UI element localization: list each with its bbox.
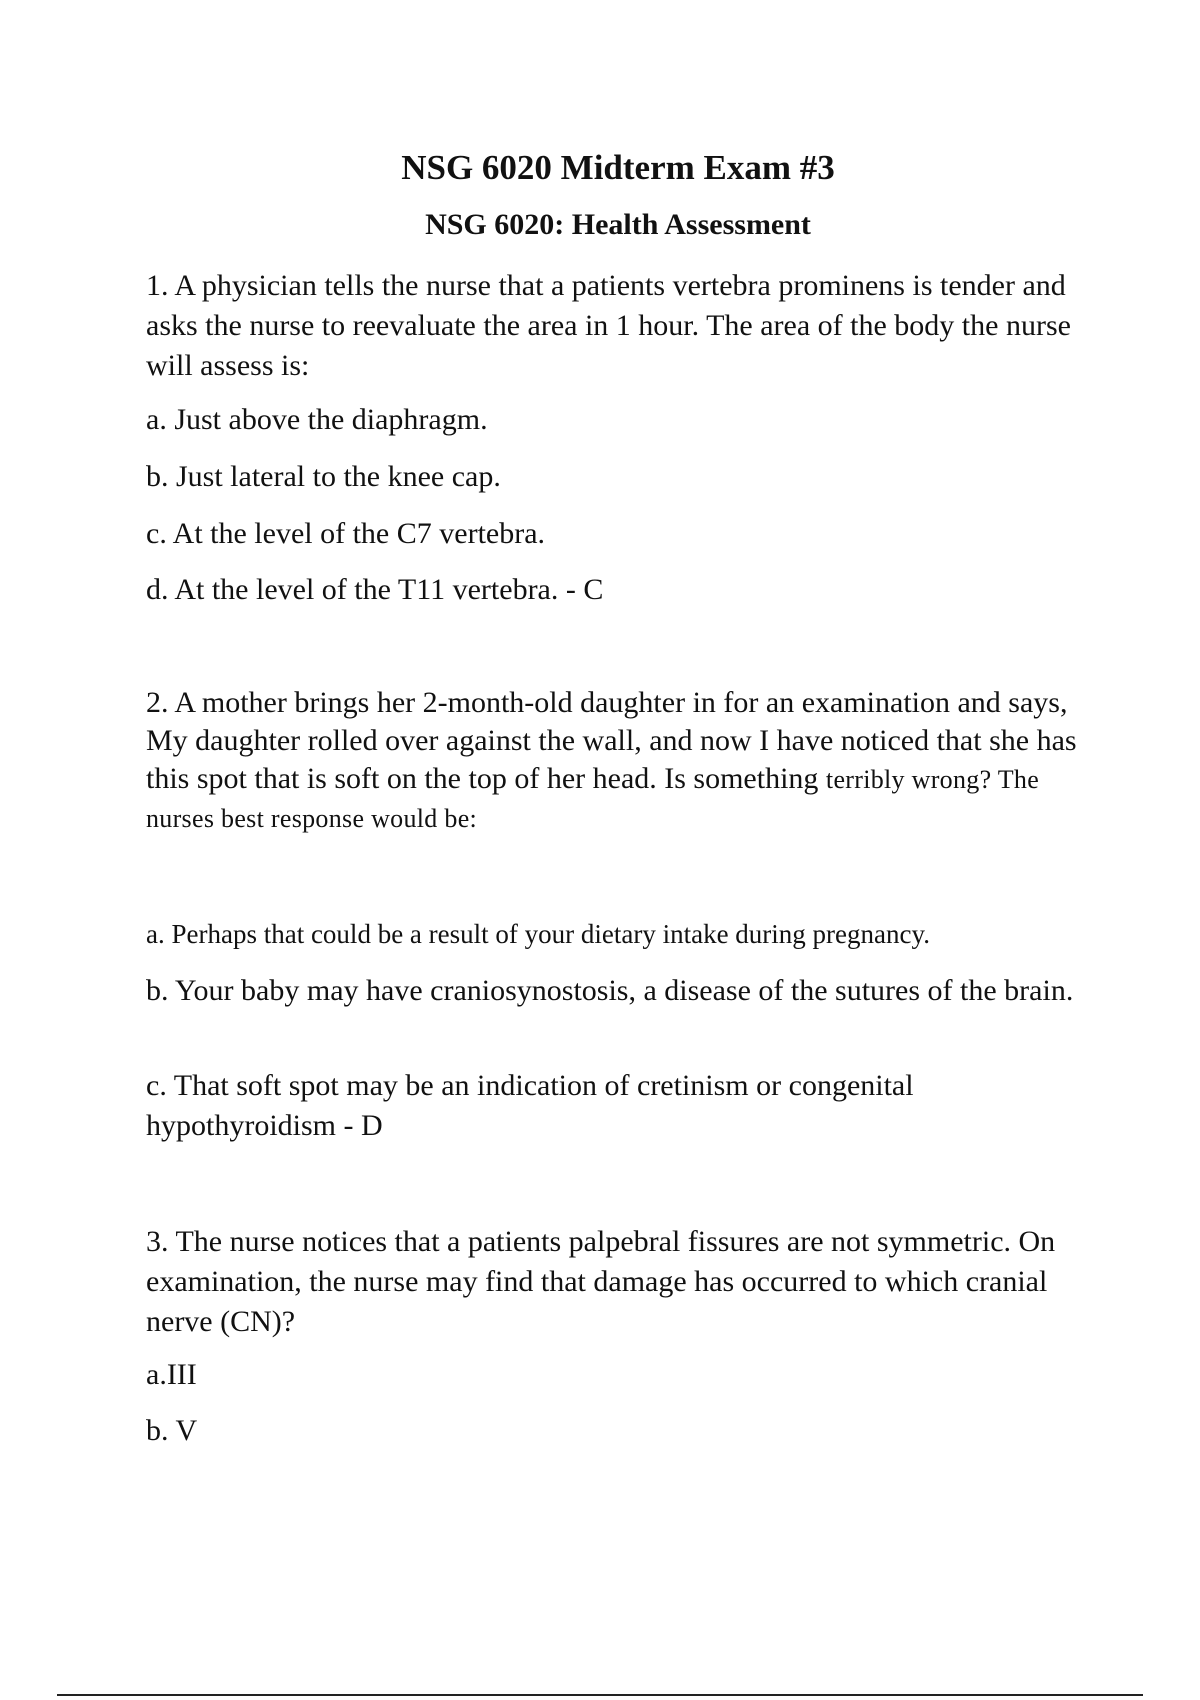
- question-2-option-b: b. Your baby may have craniosynostosis, a disease of the sutures of the brain.: [146, 974, 1074, 1007]
- question-1-text: 1. A physician tells the nurse that a patients vertebra prominens is tender and asks the nurse to reevaluate the area in 1 hour. The area of the body the nurse will assess is:: [146, 269, 1071, 382]
- question-1-option-a: a. Just above the diaphragm.: [146, 403, 488, 436]
- page-subtitle: NSG 6020: Health Assessment: [425, 208, 811, 241]
- question-1-option-d: d. At the level of the T11 vertebra. - C: [146, 573, 604, 606]
- footer-divider: [57, 1694, 1143, 1696]
- page-title: NSG 6020 Midterm Exam #3: [401, 148, 835, 187]
- question-1-option-b: b. Just lateral to the knee cap.: [146, 460, 501, 493]
- question-2-option-c: c. That soft spot may be an indication of cretinism or congenital hypothyroidism - D: [146, 1069, 914, 1142]
- question-2-text: [146, 684, 1096, 838]
- question-1-option-c: c. At the level of the C7 vertebra.: [146, 517, 546, 550]
- question-3-text: 3. The nurse notices that a patients palpebral fissures are not symmetric. On examination, the nurse may find that damage has occurred to which cranial nerve (CN)?: [146, 1225, 1056, 1338]
- question-3-option-a: a.III: [146, 1358, 197, 1391]
- question-2-option-a: a. Perhaps that could be a result of your dietary intake during pregnancy.: [146, 919, 930, 949]
- question-2-text-tail: terribly wrong? The nurses best response would be:: [146, 765, 1040, 833]
- question-2-text-main: 2. A mother brings her 2-month-old daughter in for an examination and says, My daughter rolled over against the wall, and now I have noticed that she has this spot that is soft on the top of her head. Is something: [146, 686, 1077, 795]
- question-3-option-b: b. V: [146, 1414, 198, 1447]
